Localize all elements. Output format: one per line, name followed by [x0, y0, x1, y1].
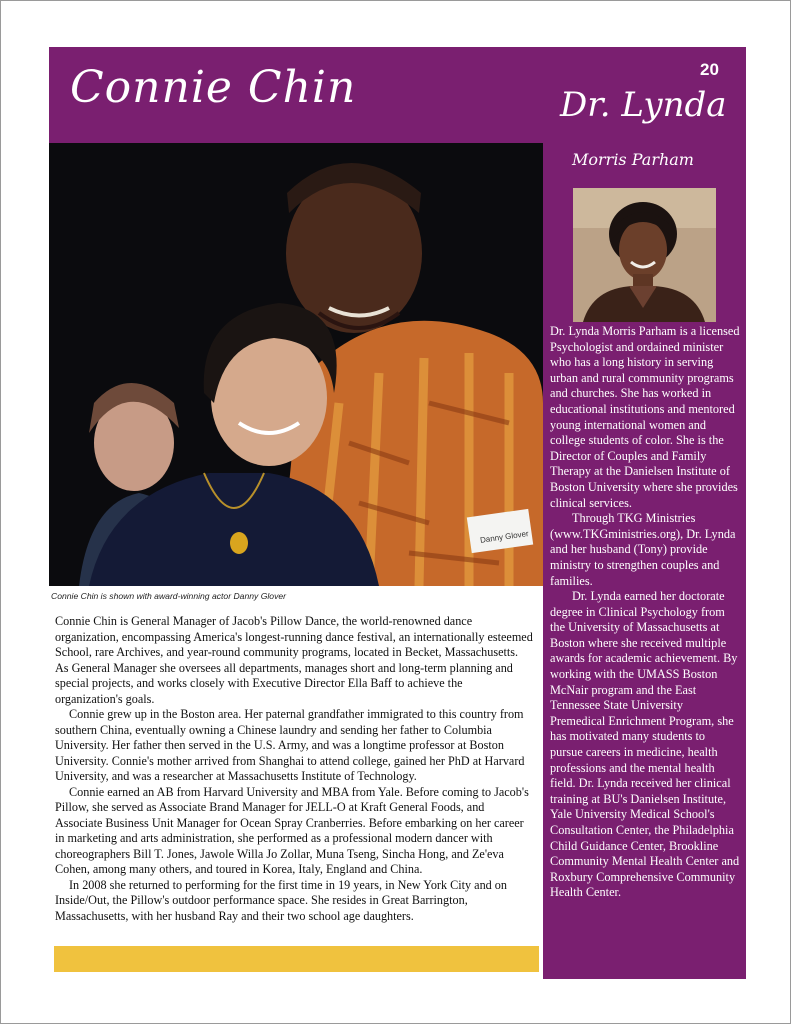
accent-bar: [54, 946, 539, 972]
bio-paragraph: Through TKG Ministries (www.TKGministries.org), Dr. Lynda and her husband (Tony) provide ministry to strengthen couples and families.: [550, 511, 736, 588]
left-feature-body: [55, 614, 533, 924]
body-paragraph: In 2008 she returned to performing for the first time in 19 years, in New York City and on Inside/Out, the Pillow's outdoor performance space. She resides in Great Barrington, Massachusetts, with her husband Ray and their two school age daughters.: [55, 877, 507, 923]
portrait-photo: [573, 188, 716, 322]
photo-caption: Connie Chin is shown with award-winning actor Danny Glover: [51, 591, 287, 601]
main-photo: [49, 143, 543, 586]
bio-paragraph: Dr. Lynda earned her doctorate degree in Clinical Psychology from the University of Massachusetts at Boston where she received multiple awards for academic achievement. By working with the UMASS Boston McNair program and the East Tennessee State University Premedical Enrichment Program, she has motivated many students to pursue careers in medicine, health professions and the mental health field. Dr. Lynda received her clinical training at BU's Danielsen Institute, Yale University Medical School's Consultation Center, the Philadelphia Child Guidance Center, Brookline Community Mental Health Center and Roxbury Comprehensive Community Health Center.: [550, 589, 740, 900]
right-feature-name-line2: Morris Parham: [572, 150, 694, 169]
body-paragraph: Connie grew up in the Boston area. Her paternal grandfather immigrated to this country from southern China, eventually owning a Chinese laundry and sending her father to Columbia University. Her father then served in the U.S. Army, and was a longtime professor at Boston University. Connie's mother arrived from Shanghai to attend college, gained her PhD at Harvard University, and was a researcher at Massachusetts Institute of Technology.: [55, 707, 525, 783]
portrait-illustration: [573, 188, 716, 322]
left-feature-name: Connie Chin: [70, 62, 357, 113]
body-paragraph: Connie earned an AB from Harvard University and MBA from Yale. Before coming to Jacob's Pillow, she served as Associate Brand Manager for JELL-O at Kraft General Foods, and Associate Business Unit Manager for Ocean Spray Cranberries. Before embarking on her career in marketing and arts administration, she performed as a professional modern dancer with choreographers Bill T. Jones, Jawole Willa Jo Zollar, Muna Tseng, Sincha Hong, and Ze'eva Cohen, among many others, and toured in Korea, Italy, England and China.: [55, 784, 529, 876]
right-feature-bio: [550, 324, 740, 901]
body-paragraph: Connie Chin is General Manager of Jacob's Pillow Dance, the world-renowned dance organization, encompassing America's longest-running dance festival, an internationally esteemed School, rare Archives, and year-round community programs, located in Becket, Massachusetts. As General Manager she oversees all departments, manages short and long-term planning and special projects, and works closely with Executive Director Ella Baff to achieve the organization's goals.: [55, 614, 533, 706]
page-number: 20: [700, 60, 719, 79]
name-badge-text: Danny Glover: [479, 529, 530, 545]
right-feature-name-line1: Dr. Lynda: [560, 85, 727, 125]
photo-illustration: [49, 143, 543, 586]
bio-paragraph: Dr. Lynda Morris Parham is a licensed Psychologist and ordained minister who has a long history in serving urban and rural community programs and churches. She has worked in educational institutions and mentored young international women and college students of color. She is the Director of Couples and Family Therapy at the Danielsen Institute of Boston University where she provides clinical services.: [550, 324, 740, 510]
